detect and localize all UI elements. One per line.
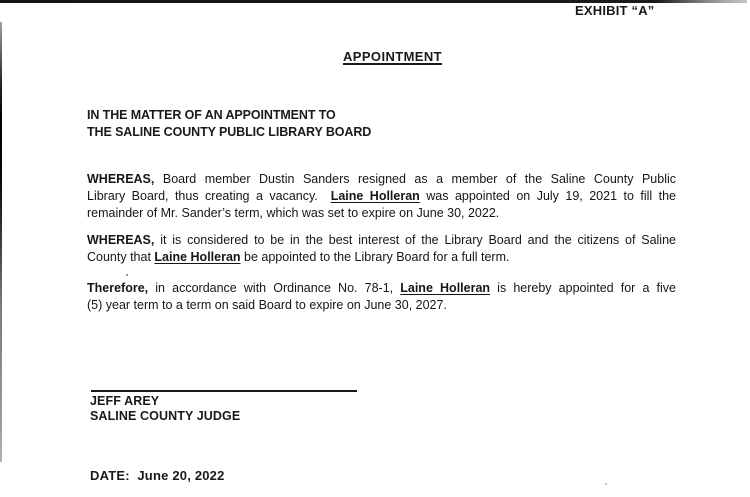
paragraph-line: remainder of Mr. Sander’s term, which was set to expire on June 30, 2022.: [87, 206, 500, 220]
signer-name: JEFF AREY: [90, 394, 160, 408]
date-line: DATE: June 20, 2022: [90, 468, 225, 483]
paragraph-line: (5) year term to a term on said Board to expire on June 30, 2027.: [87, 298, 447, 312]
scan-left-edge-line: [0, 22, 2, 462]
signer-title: SALINE COUNTY JUDGE: [90, 409, 241, 423]
paragraph-line: [87, 171, 676, 188]
paragraph-line: [87, 188, 676, 205]
paragraph-text: it is considered to be in the best interest of the Library Board and the citizens of Saline: [154, 233, 676, 247]
paragraph-text: be appointed to the Library Board for a full term.: [240, 250, 510, 264]
matter-heading-line1: IN THE MATTER OF AN APPOINTMENT TO: [87, 108, 336, 122]
scan-speck: [605, 483, 607, 485]
whereas-lead-text: WHEREAS,: [87, 172, 155, 186]
paragraph-text: County that: [87, 250, 155, 264]
paragraph-text: is hereby appointed for a five: [490, 281, 676, 295]
whereas-paragraph-1: [87, 171, 676, 222]
paragraph-line: [87, 280, 676, 297]
exhibit-label: EXHIBIT “A”: [575, 3, 655, 18]
scan-speck: [126, 274, 128, 276]
signature-block: [90, 394, 240, 424]
therefore-paragraph: [87, 280, 676, 314]
paragraph-text: was appointed on July 19, 2021 to fill the: [419, 189, 676, 203]
appointee-name-text: Laine Holleran: [400, 281, 491, 295]
paragraph-line: [87, 232, 676, 249]
appointee-name-text: Laine Holleran: [154, 250, 241, 264]
therefore-lead-text: Therefore,: [87, 281, 149, 295]
whereas-paragraph-2: [87, 232, 676, 266]
matter-heading-line2: THE SALINE COUNTY PUBLIC LIBRARY BOARD: [87, 125, 372, 139]
paragraph-line: [87, 249, 676, 266]
paragraph-text: Board member Dustin Sanders resigned as a member of the Saline County Public: [154, 172, 676, 186]
whereas-lead-text: WHEREAS,: [87, 233, 155, 247]
paragraph-text: in accordance with Ordinance No. 78-1,: [148, 281, 401, 295]
appointee-name-text: Laine Holleran: [330, 189, 420, 203]
matter-heading: [87, 107, 371, 141]
signature-rule-line: [91, 390, 357, 392]
paragraph-text: Library Board, thus creating a vacancy.: [87, 189, 331, 203]
document-title: APPOINTMENT: [343, 49, 443, 64]
